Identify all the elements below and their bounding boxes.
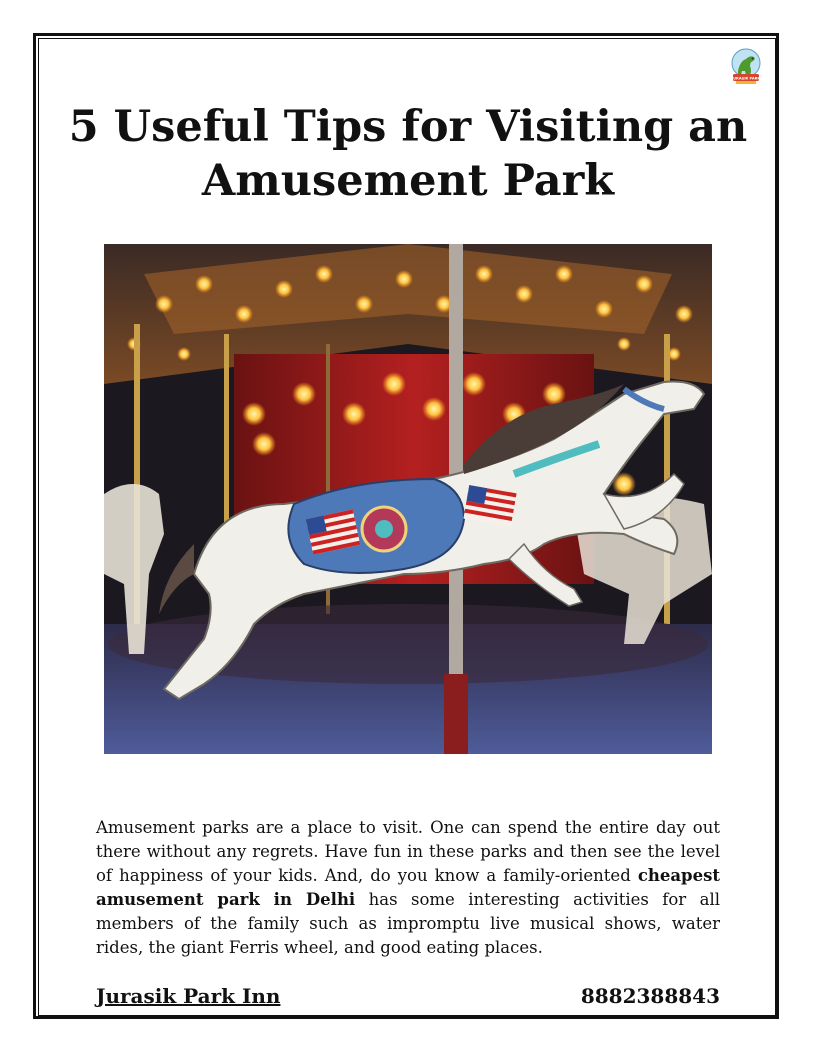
intro-text-part1: Amusement parks are a place to visit. One can spend the entire day out there without any regrets. Have fun in these parks and then see the level of happiness of your kids. And, do you know a family-oriented: [96, 818, 720, 885]
business-name-link[interactable]: Jurasik Park Inn: [96, 984, 281, 1008]
carousel-horse-photo: [104, 244, 712, 754]
cheapest-park-link-text: cheapest amusement park in Delhi: [96, 866, 720, 909]
carousel-photo: [104, 244, 712, 754]
svg-text:JURASIK PARK: JURASIK PARK: [731, 76, 761, 81]
page-title: 5 Useful Tips for Visiting an Amusement Park: [68, 102, 748, 206]
intro-text-part2: has some interesting activities for all members of the family such as impromptu live musical shows, water rides, the giant Ferris wheel, and good eating places.: [96, 890, 721, 957]
phone-number: 8882388843: [580, 984, 720, 1008]
intro-paragraph: [96, 816, 720, 960]
dinosaur-logo-icon: [728, 47, 764, 85]
